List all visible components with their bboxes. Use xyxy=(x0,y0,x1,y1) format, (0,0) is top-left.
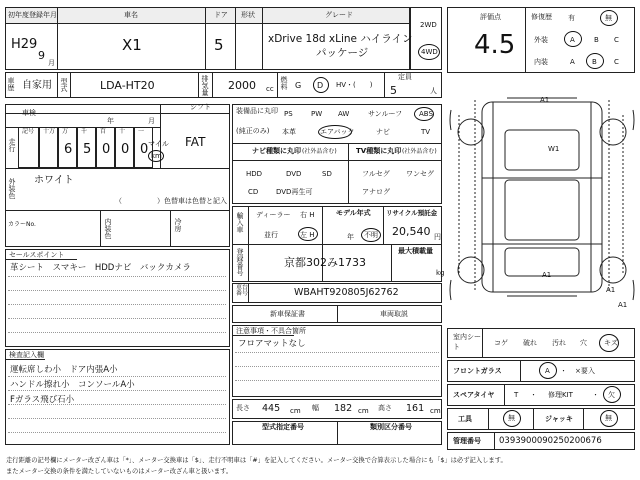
drive-2wd: 2WD xyxy=(420,21,437,29)
exterior-grade: C xyxy=(614,36,619,44)
shift-label: シフト xyxy=(190,103,211,111)
seat-item: 汚れ xyxy=(552,339,566,347)
grade-line2: パッケージ xyxy=(316,47,369,59)
repair-yes: 有 xyxy=(568,14,575,22)
divider xyxy=(232,143,442,144)
divider xyxy=(248,206,249,244)
navi-label: ナビ種類に丸印 xyxy=(252,147,301,155)
divider xyxy=(5,210,230,211)
ruled-line xyxy=(8,376,226,377)
navi-item: CD xyxy=(248,188,259,196)
divider xyxy=(494,432,495,450)
recycle-label: リサイクル預託金 xyxy=(386,209,438,217)
score-label: 評価点 xyxy=(480,13,501,21)
fuel-g: G xyxy=(295,81,302,90)
mileage-digit-label: 千 xyxy=(81,128,88,135)
drive-4wd: 4WD xyxy=(421,48,438,56)
glass-label: フロントガラス xyxy=(453,367,502,375)
spare-label: スペアタイヤ xyxy=(453,391,495,399)
inspector-notes-label: 検査記入欄 xyxy=(9,351,44,359)
class-label: 類別区分番号 xyxy=(370,423,412,431)
warranty-label: 新車保証書 xyxy=(270,310,305,318)
color-label: 外装色 xyxy=(8,178,16,199)
tv-item: ワンセグ xyxy=(406,170,434,178)
divider xyxy=(525,7,526,73)
divider xyxy=(533,408,534,430)
spare-item: 修理KIT xyxy=(548,391,573,399)
navi-note: (社外品含む) xyxy=(302,148,337,155)
inspector-note-line: Fガラス飛び石小 xyxy=(10,395,75,405)
doors-label: ドア xyxy=(214,11,228,19)
jack-label: ジャッキ xyxy=(545,415,573,423)
type-label: 型式指定番号 xyxy=(262,423,304,431)
drive-box xyxy=(410,7,442,70)
equipment-item: 本革 xyxy=(282,128,296,136)
ruled-line xyxy=(235,352,439,353)
divider xyxy=(170,210,171,247)
divider xyxy=(348,143,349,204)
reg-month-unit: 月 xyxy=(48,59,55,67)
capacity-unit: 人 xyxy=(430,87,437,95)
color-value: ホワイト xyxy=(34,175,74,186)
height-label: 高さ xyxy=(378,404,392,412)
car-history-label: 車歴 xyxy=(7,77,15,91)
max-load-label: 最大積載量 xyxy=(398,247,433,255)
divider xyxy=(235,7,236,70)
divider xyxy=(277,72,278,98)
length-unit: cm xyxy=(290,407,301,415)
shift-value: FAT xyxy=(185,135,206,149)
cc-unit: cc xyxy=(266,85,274,93)
glass-item: 入 xyxy=(588,367,595,375)
mileage-digit-label: 十万 xyxy=(43,128,56,135)
left-hand-label: 左 H xyxy=(300,231,315,239)
seat-item: 穴 xyxy=(580,339,587,347)
equipment-item: PW xyxy=(311,110,323,118)
navi-item: SD xyxy=(322,170,332,178)
navi-item: DVD xyxy=(286,170,302,178)
equipment-label: 装備品に丸印 xyxy=(236,107,278,115)
fuel-label: 燃料 xyxy=(280,76,288,90)
sales-points-label: セールスポイント xyxy=(9,251,65,259)
ruled-line xyxy=(235,380,439,381)
height-value: 161 xyxy=(406,403,425,414)
divider xyxy=(100,210,101,247)
car-name: X1 xyxy=(122,36,142,54)
divider xyxy=(212,72,213,98)
equipment-item: エアバック xyxy=(320,128,355,136)
model-value: LDA-HT20 xyxy=(100,79,155,92)
grade-label: グレード xyxy=(325,11,353,19)
divider xyxy=(57,7,58,70)
interior-grade: C xyxy=(614,58,619,66)
divider xyxy=(504,384,505,406)
fuel-d: D xyxy=(317,81,324,90)
divider xyxy=(488,408,489,430)
divider xyxy=(5,113,230,114)
tool-label: 工具 xyxy=(458,415,472,423)
divider xyxy=(5,168,230,169)
repair-no: 無 xyxy=(605,14,612,22)
seat-item: コゲ xyxy=(494,339,508,347)
import-label: 輸入車 xyxy=(236,212,244,233)
car-name-label: 車名 xyxy=(124,11,138,19)
interior-color-label: 内装色 xyxy=(104,218,112,239)
reg-month: 9 xyxy=(38,49,45,62)
ruled-line xyxy=(8,418,226,419)
dealer-label: ディーラー xyxy=(256,211,291,219)
mileage-digit-value: 6 xyxy=(64,142,73,157)
spare-item: ・ xyxy=(530,391,537,399)
length-value: 445 xyxy=(262,403,281,414)
divider xyxy=(232,160,442,161)
height-unit: cm xyxy=(430,407,441,415)
car-diagram xyxy=(447,80,637,320)
length-label: 長さ xyxy=(236,404,250,412)
width-unit: cm xyxy=(358,407,369,415)
interior-label: 内装 xyxy=(534,58,548,66)
yen-unit: 円 xyxy=(434,233,441,241)
equipment-sub: (純正のみ) xyxy=(236,127,270,135)
tool-value: 無 xyxy=(508,414,515,422)
width-value: 182 xyxy=(334,403,353,414)
spare-item: 欠 xyxy=(608,391,615,399)
mileage-digit-value: 0 xyxy=(140,142,149,157)
fuel-hv: HV・( ) xyxy=(336,81,373,89)
equipment-item: TV xyxy=(421,128,431,136)
km-unit: km xyxy=(151,152,162,160)
diagram-a1-top: A1 xyxy=(540,96,550,104)
equipment-item: PS xyxy=(284,110,293,118)
sales-points-text: 革シート スマキー HDDナビ バックカメラ xyxy=(10,263,191,273)
interior-grade: A xyxy=(570,58,575,66)
exterior-label: 外装 xyxy=(534,36,548,44)
cooling-label: 冷房 xyxy=(174,218,182,232)
inspect-year-label: 年 xyxy=(107,117,114,125)
use-value: 自家用 xyxy=(22,80,52,91)
mileage-digit-label: 百 xyxy=(100,128,107,135)
equipment-item: ABS xyxy=(419,110,433,118)
inspector-note-line: ハンドル擦れ小 コンソールA小 xyxy=(10,380,135,390)
model-label: 型式 xyxy=(60,78,68,92)
mgmt-label: 管理番号 xyxy=(453,437,481,445)
right-hand-label: 右 H xyxy=(300,211,315,219)
navi-item: DVD再生可 xyxy=(276,188,313,196)
footer-line1: 走行距離の記号欄にメーター改ざん車は「*」、メーター交換車は「$」、走行不明車は「#」を記入してください。メーター交換で合算表示した場合にも「$」は必ず記入します。 xyxy=(6,457,507,464)
tv-item: アナログ xyxy=(362,188,390,196)
diagram-a1-right2: A1 xyxy=(618,301,628,309)
equipment-item: ナビ xyxy=(376,128,390,136)
capacity-value: 5 xyxy=(390,84,397,97)
manual-label: 車両取説 xyxy=(380,310,408,318)
chassis-value: WBAHT920805J62762 xyxy=(294,287,399,298)
left-hand-circle xyxy=(298,227,318,241)
registration-value: 京都302み1733 xyxy=(284,256,366,269)
displacement-value: 2000 xyxy=(228,79,256,92)
capacity-label: 定員 xyxy=(398,73,412,81)
mileage-digit-label: 一 xyxy=(138,128,145,135)
displacement-label: 排気量 xyxy=(201,75,209,96)
mileage-digit-label: 記号 xyxy=(22,128,35,135)
divider xyxy=(205,7,206,70)
divider xyxy=(198,72,199,98)
divider xyxy=(520,360,521,382)
divider xyxy=(5,259,77,260)
divider xyxy=(248,244,249,282)
mileage-digit-value: 0 xyxy=(102,142,111,157)
ruled-line xyxy=(8,432,226,433)
divider xyxy=(384,72,385,98)
diagram-a1-right: A1 xyxy=(606,286,616,294)
mileage-label: 走行 xyxy=(8,138,16,152)
ruled-line xyxy=(8,304,226,305)
divider xyxy=(583,408,584,430)
tv-label: TV種類に丸印 xyxy=(356,147,402,155)
divider xyxy=(383,206,384,244)
ruled-line xyxy=(8,332,226,333)
reg-year-label: 初年度登録年月 xyxy=(8,11,57,19)
model-year-label: モデル年式 xyxy=(336,209,371,217)
divider xyxy=(57,72,58,98)
ruled-line xyxy=(235,366,439,367)
recycle-value: 20,540 xyxy=(392,225,431,238)
vehicle-inspect-label: 車検 xyxy=(22,109,36,117)
repair-label: 修復歴 xyxy=(531,13,552,21)
footer-line2: またメーター交換の条件を満たしていないものはメーター改ざん車と扱います。 xyxy=(6,468,233,475)
grade-line1: xDrive 18d xLine ハイライン xyxy=(268,33,413,45)
ruled-line xyxy=(8,290,226,291)
mileage-digit-value: 0 xyxy=(121,142,130,157)
mileage-digit-label: 十 xyxy=(119,128,126,135)
shape-label: 形状 xyxy=(241,11,255,19)
ruled-line xyxy=(8,390,226,391)
caution-text: フロアマットなし xyxy=(238,339,306,349)
divider xyxy=(337,305,338,323)
seat-label: 室内シート xyxy=(453,333,481,351)
year-unit: 年 xyxy=(347,233,354,241)
ruled-line xyxy=(8,276,226,277)
spare-item: T xyxy=(514,391,519,399)
color-note: （ ）色替車は色替と記入 xyxy=(115,197,227,205)
mileage-digit-label: 万 xyxy=(62,128,69,135)
seat-item: キズ xyxy=(604,339,618,347)
ruled-line xyxy=(8,318,226,319)
diagram-w1: W1 xyxy=(548,145,560,153)
equipment-item: サンルーフ xyxy=(368,110,403,118)
reg-year: H29 xyxy=(11,37,38,52)
color-no-label: カラーNo. xyxy=(8,221,36,228)
exterior-grade: A xyxy=(570,36,575,44)
divider xyxy=(482,328,483,358)
width-label: 幅 xyxy=(312,404,319,412)
divider xyxy=(70,72,71,98)
divider xyxy=(232,335,294,336)
equipment-item: AW xyxy=(338,110,350,118)
interior-grade: B xyxy=(592,58,597,66)
caution-label: 注意事項・不具合箇所 xyxy=(236,327,306,335)
exterior-grade: B xyxy=(594,36,599,44)
inspect-month-label: 月 xyxy=(148,117,155,125)
mgmt-value: 0393900090250200676 xyxy=(499,436,602,446)
diagram-a1-bottom: A1 xyxy=(542,271,552,279)
mileage-digit-value: 5 xyxy=(83,142,92,157)
unknown-label: 不明 xyxy=(364,231,378,239)
jack-value: 無 xyxy=(605,414,612,422)
score-value: 4.5 xyxy=(474,30,516,60)
doors-value: 5 xyxy=(214,36,224,54)
divider xyxy=(337,421,338,445)
divider xyxy=(262,7,263,70)
navi-item: HDD xyxy=(246,170,263,178)
inspector-note-line: 運転席しわ小 ドア内張A小 xyxy=(10,365,118,375)
mile-unit: マイル xyxy=(148,140,169,148)
divider xyxy=(248,283,249,303)
divider xyxy=(5,359,45,360)
tv-note: (社外品含む) xyxy=(402,148,437,155)
chassis-label: 車台番号 xyxy=(236,284,249,297)
glass-item: A xyxy=(545,367,550,375)
glass-item: ・ xyxy=(560,367,567,375)
seat-item: 破れ xyxy=(523,339,537,347)
kg-unit: kg xyxy=(436,269,445,277)
glass-item: ×要 xyxy=(575,367,588,375)
spare-item: ・ xyxy=(592,391,599,399)
registration-label: 登録番号 xyxy=(236,248,244,276)
parallel-label: 並行 xyxy=(264,231,278,239)
tv-item: フルセグ xyxy=(362,170,390,178)
